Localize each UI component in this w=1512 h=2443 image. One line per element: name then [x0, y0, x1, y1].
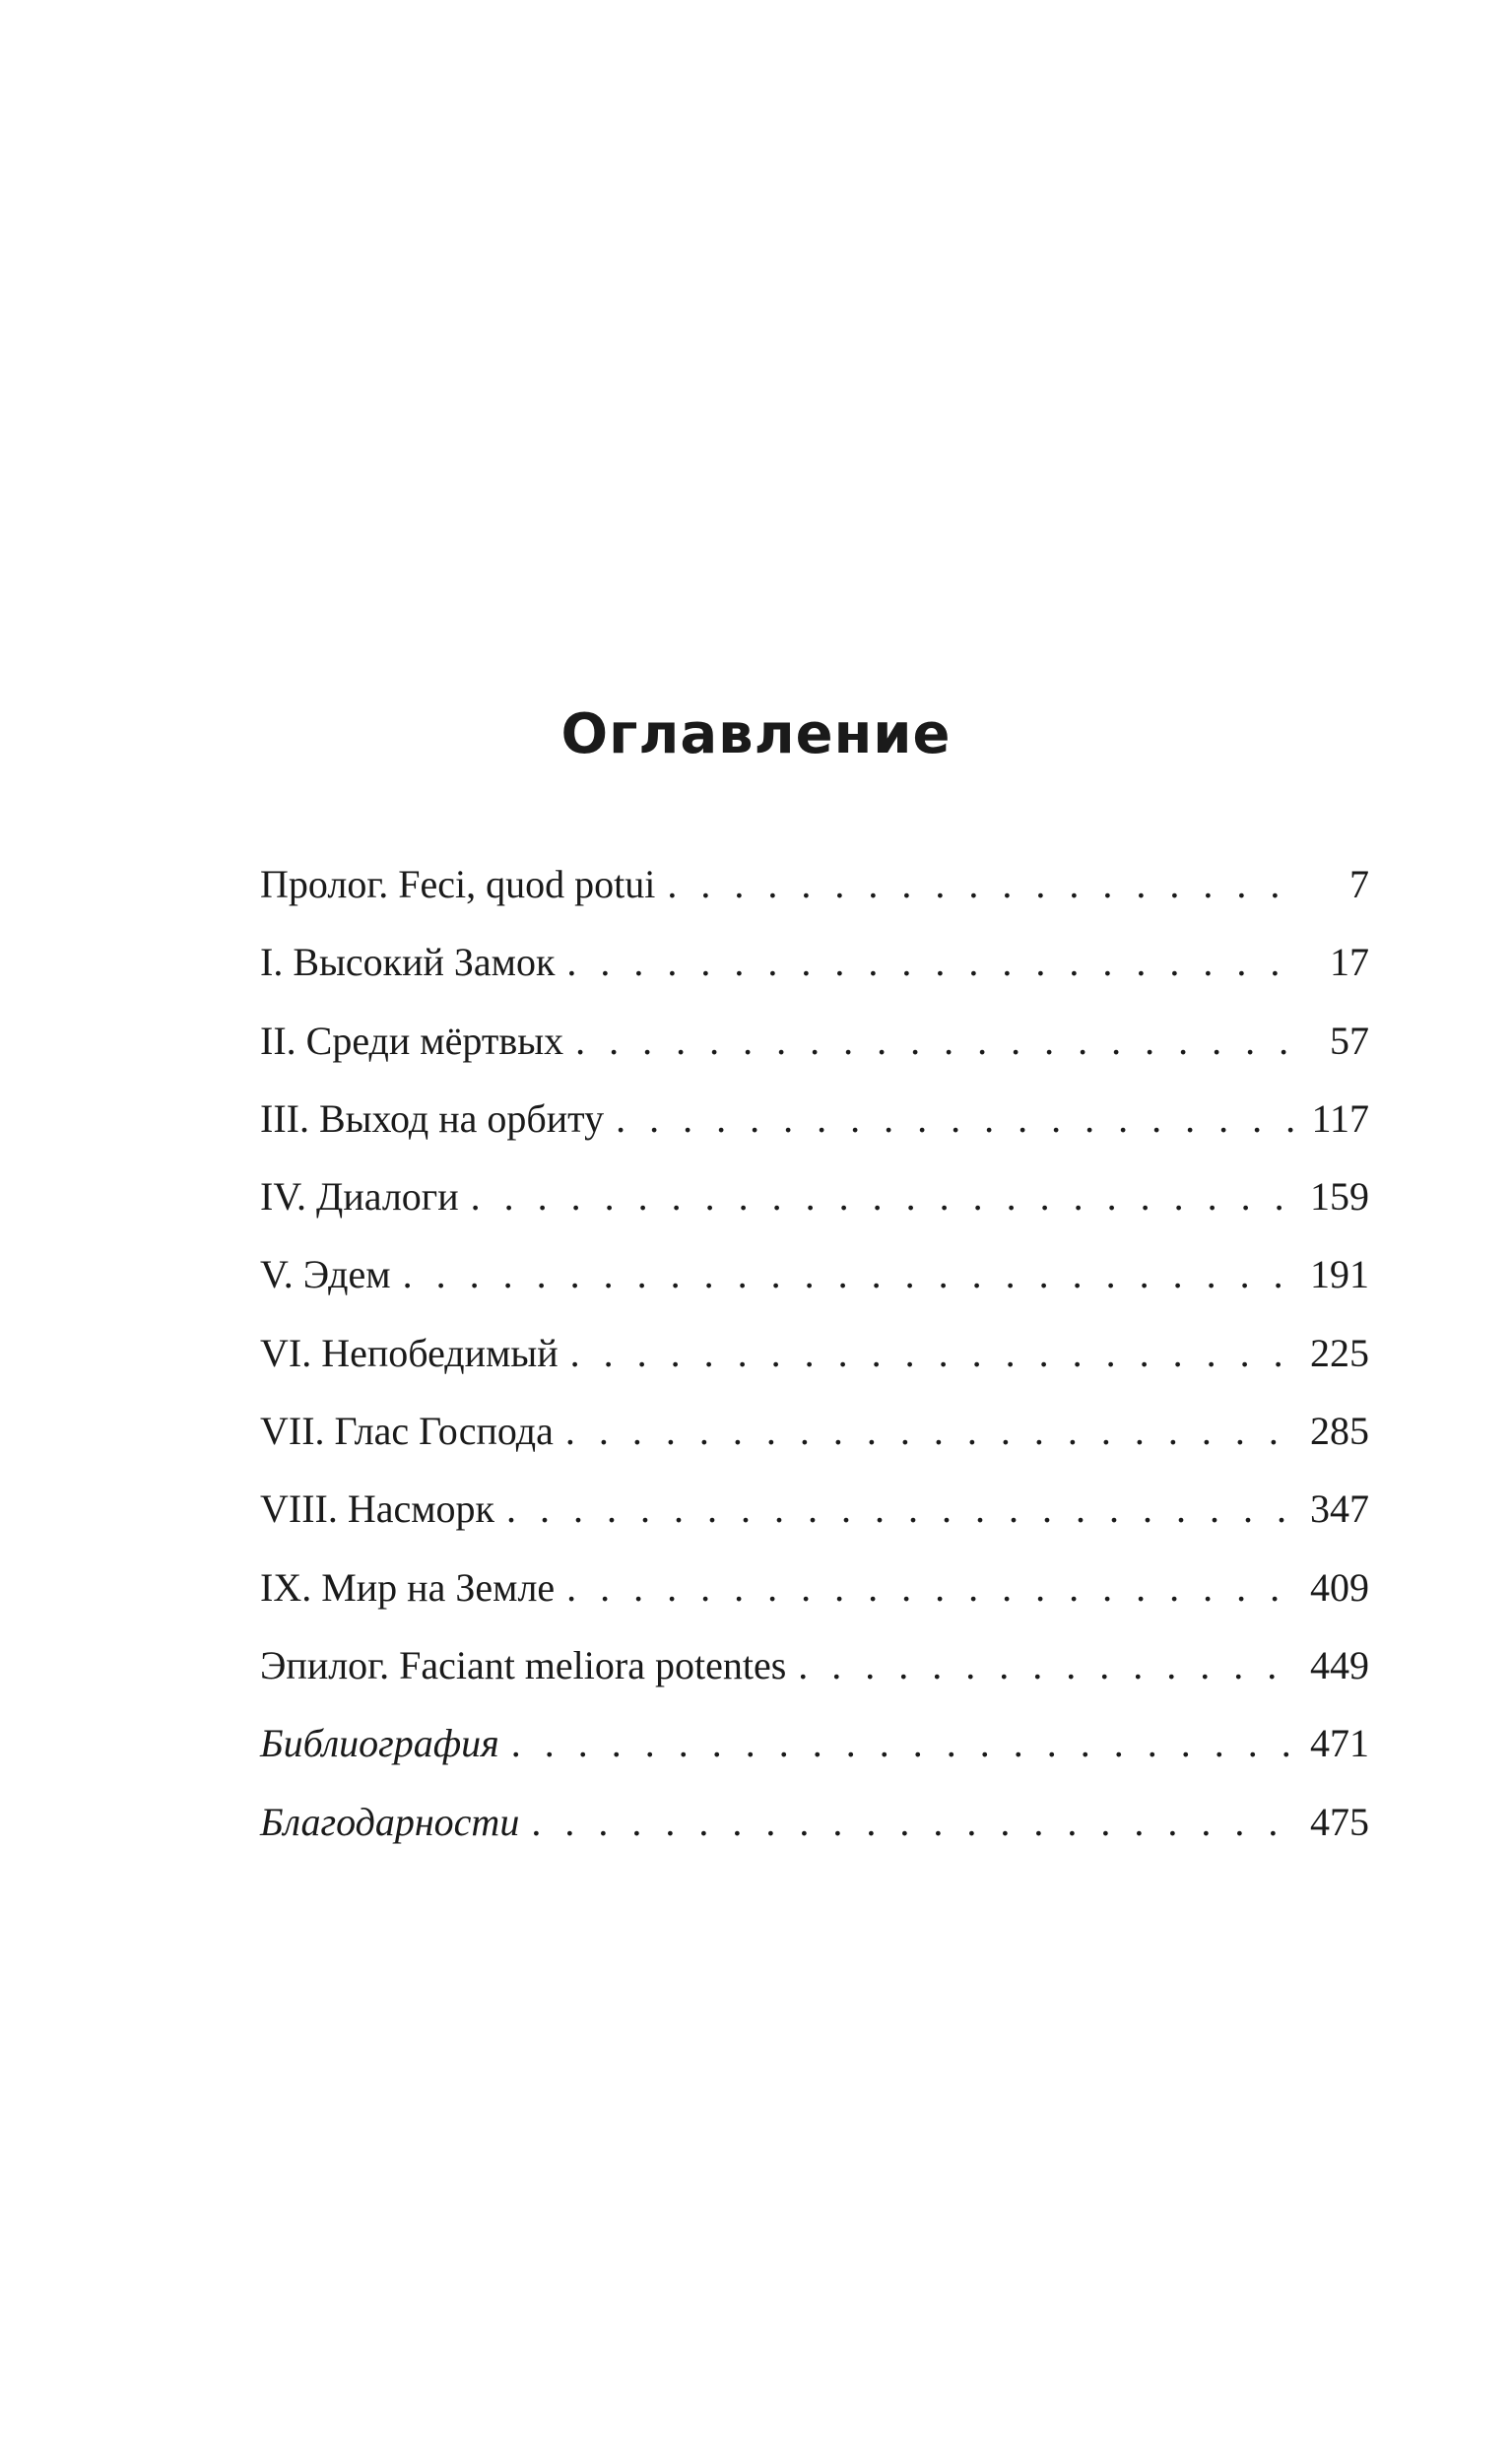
toc-entry-title: VIII. Насморк	[260, 1486, 494, 1532]
toc-entry-page-number: 191	[1310, 1252, 1369, 1297]
toc-entry	[260, 1018, 1369, 1099]
toc-entry-page-number: 409	[1310, 1564, 1369, 1610]
toc-entry	[260, 1095, 1369, 1177]
dot-leader	[506, 1489, 1296, 1529]
toc-entry-page-number: 471	[1310, 1721, 1369, 1766]
toc-entry-title: IV. Диалоги	[260, 1174, 459, 1220]
toc-entry-page-number: 57	[1330, 1018, 1369, 1063]
toc-entry-page-number: 347	[1310, 1486, 1369, 1532]
dot-leader	[667, 865, 1296, 904]
toc-entry-page-number: 285	[1310, 1409, 1369, 1454]
toc-entry	[260, 1252, 1369, 1333]
dot-leader	[566, 1568, 1296, 1608]
toc-entry-page-number: 117	[1311, 1095, 1369, 1141]
table-of-contents	[260, 862, 1369, 1881]
dot-leader	[511, 1724, 1296, 1763]
toc-entry	[260, 862, 1369, 943]
dot-leader	[531, 1803, 1296, 1842]
toc-entry	[260, 940, 1369, 1021]
toc-entry	[260, 1721, 1369, 1802]
toc-entry-page-number: 17	[1330, 940, 1369, 985]
toc-entry-title: Библиография	[260, 1721, 499, 1766]
toc-entry	[260, 1409, 1369, 1489]
toc-entry-title: Благодарности	[260, 1799, 520, 1844]
toc-entry-title: VI. Непобедимый	[260, 1330, 559, 1375]
toc-entry-title: Эпилог. Faciant meliora potentes	[260, 1642, 787, 1687]
dot-leader	[565, 1412, 1296, 1451]
toc-entry-title: III. Выход на орбиту	[260, 1095, 605, 1141]
dot-leader	[566, 943, 1296, 982]
toc-entry-title: IX. Мир на Земле	[260, 1564, 556, 1610]
dot-leader	[471, 1177, 1296, 1217]
dot-leader	[616, 1099, 1296, 1139]
toc-entry	[260, 1642, 1369, 1724]
toc-entry-title: II. Среди мёртвых	[260, 1018, 564, 1063]
toc-entry-page-number: 449	[1310, 1642, 1369, 1687]
toc-entry-title: Пролог. Feci, quod potui	[260, 862, 656, 906]
page-title: Оглавление	[560, 702, 952, 766]
dot-leader	[570, 1334, 1296, 1373]
toc-entry	[260, 1486, 1369, 1567]
toc-entry-title: I. Высокий Замок	[260, 940, 556, 985]
dot-leader	[403, 1255, 1296, 1294]
toc-entry-page-number: 159	[1310, 1174, 1369, 1220]
toc-entry	[260, 1174, 1369, 1255]
toc-entry-page-number: 475	[1310, 1799, 1369, 1844]
toc-entry	[260, 1330, 1369, 1412]
toc-entry-title: V. Эдем	[260, 1252, 391, 1297]
dot-leader	[798, 1646, 1296, 1685]
dot-leader	[575, 1022, 1296, 1061]
toc-entry-title: VII. Глас Господа	[260, 1409, 554, 1454]
toc-entry-page-number: 7	[1349, 862, 1369, 906]
toc-entry-page-number: 225	[1310, 1330, 1369, 1375]
toc-entry	[260, 1799, 1369, 1881]
toc-entry	[260, 1564, 1369, 1646]
